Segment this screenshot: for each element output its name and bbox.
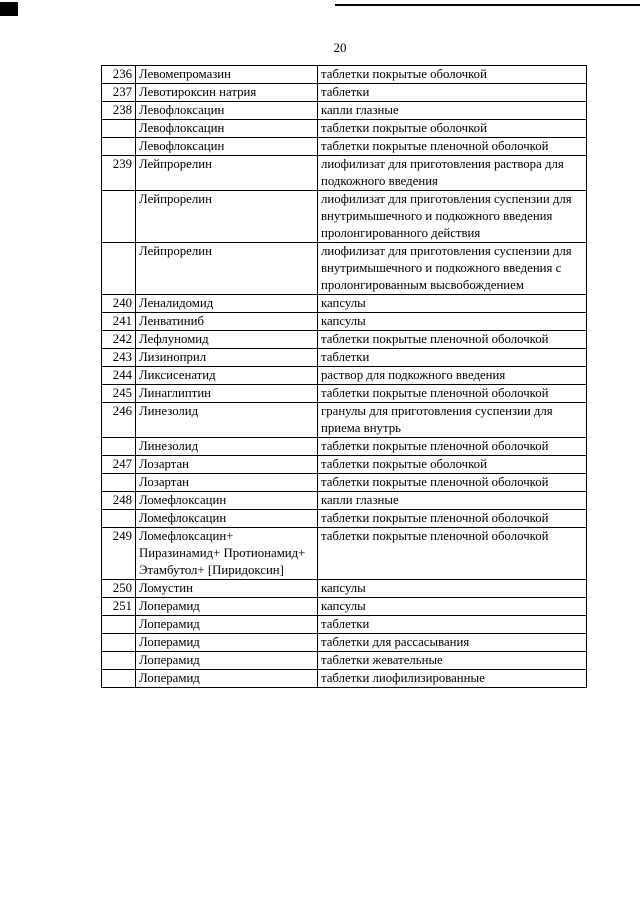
- drug-name: Лейпрорелин: [136, 243, 318, 295]
- row-number: [102, 510, 136, 528]
- row-number: [102, 191, 136, 243]
- table-row: [102, 634, 587, 652]
- dosage-form: таблетки покрытые оболочкой: [318, 456, 587, 474]
- drug-name: Линезолид: [136, 438, 318, 456]
- drug-name: Лоперамид: [136, 634, 318, 652]
- row-number: 245: [102, 385, 136, 403]
- drug-name: Лозартан: [136, 456, 318, 474]
- drug-name: Леналидомид: [136, 295, 318, 313]
- table-row: [102, 367, 587, 385]
- table-row: [102, 120, 587, 138]
- row-number: 242: [102, 331, 136, 349]
- table-row: [102, 510, 587, 528]
- row-number: 236: [102, 66, 136, 84]
- drug-name: Ликсисенатид: [136, 367, 318, 385]
- drug-name: Лоперамид: [136, 598, 318, 616]
- dosage-form: таблетки покрытые пленочной оболочкой: [318, 474, 587, 492]
- drug-table: [101, 65, 587, 688]
- dosage-form: таблетки жевательные: [318, 652, 587, 670]
- dosage-form: таблетки покрытые пленочной оболочкой: [318, 331, 587, 349]
- row-number: 248: [102, 492, 136, 510]
- dosage-form: таблетки покрытые пленочной оболочкой: [318, 528, 587, 580]
- dosage-form: капсулы: [318, 295, 587, 313]
- row-number: 246: [102, 403, 136, 438]
- table-row: [102, 102, 587, 120]
- dosage-form: капсулы: [318, 580, 587, 598]
- row-number: [102, 120, 136, 138]
- drug-name: Левофлоксацин: [136, 138, 318, 156]
- dosage-form: таблетки: [318, 84, 587, 102]
- drug-name: Лейпрорелин: [136, 191, 318, 243]
- table-row: [102, 403, 587, 438]
- dosage-form: гранулы для приготовления суспензии для приема внутрь: [318, 403, 587, 438]
- drug-name: Лозартан: [136, 474, 318, 492]
- drug-name: Ломустин: [136, 580, 318, 598]
- dosage-form: лиофилизат для приготовления суспензии для внутримышечного и подкожного введения с пролонгированным высвобождением: [318, 243, 587, 295]
- row-number: [102, 616, 136, 634]
- dosage-form: капли глазные: [318, 492, 587, 510]
- dosage-form: лиофилизат для приготовления суспензии для внутримышечного и подкожного введения пролонгированного действия: [318, 191, 587, 243]
- dosage-form: раствор для подкожного введения: [318, 367, 587, 385]
- dosage-form: таблетки покрытые пленочной оболочкой: [318, 510, 587, 528]
- table-row: [102, 138, 587, 156]
- dosage-form: таблетки покрытые пленочной оболочкой: [318, 138, 587, 156]
- table-row: [102, 528, 587, 580]
- table-row: [102, 313, 587, 331]
- table-row: [102, 438, 587, 456]
- table-row: [102, 191, 587, 243]
- row-number: 250: [102, 580, 136, 598]
- row-number: 241: [102, 313, 136, 331]
- scan-artifact: [0, 2, 18, 16]
- table-row: [102, 156, 587, 191]
- dosage-form: таблетки: [318, 616, 587, 634]
- table-row: [102, 670, 587, 688]
- table-row: [102, 66, 587, 84]
- dosage-form: лиофилизат для приготовления раствора для подкожного введения: [318, 156, 587, 191]
- dosage-form: таблетки покрытые пленочной оболочкой: [318, 385, 587, 403]
- dosage-form: таблетки: [318, 349, 587, 367]
- drug-name: Ломефлоксацин: [136, 492, 318, 510]
- table-row: [102, 385, 587, 403]
- table-row: [102, 598, 587, 616]
- scan-artifact-line: [335, 4, 640, 6]
- dosage-form: таблетки лиофилизированные: [318, 670, 587, 688]
- row-number: 251: [102, 598, 136, 616]
- table-row: [102, 474, 587, 492]
- table-row: [102, 616, 587, 634]
- row-number: 240: [102, 295, 136, 313]
- dosage-form: таблетки покрытые оболочкой: [318, 120, 587, 138]
- drug-name: Ленватиниб: [136, 313, 318, 331]
- row-number: 238: [102, 102, 136, 120]
- row-number: 237: [102, 84, 136, 102]
- row-number: [102, 243, 136, 295]
- row-number: [102, 634, 136, 652]
- drug-name: Левофлоксацин: [136, 102, 318, 120]
- table-row: [102, 652, 587, 670]
- drug-name: Линезолид: [136, 403, 318, 438]
- drug-name: Левотироксин натрия: [136, 84, 318, 102]
- table-row: [102, 456, 587, 474]
- drug-name: Ломефлоксацин+ Пиразинамид+ Протионамид+ Этамбутол+ [Пиридоксин]: [136, 528, 318, 580]
- drug-name: Лоперамид: [136, 670, 318, 688]
- row-number: [102, 138, 136, 156]
- table-row: [102, 84, 587, 102]
- row-number: 247: [102, 456, 136, 474]
- drug-name: Лоперамид: [136, 652, 318, 670]
- row-number: [102, 652, 136, 670]
- page-number: 20: [333, 40, 347, 55]
- drug-name: Лоперамид: [136, 616, 318, 634]
- row-number: [102, 474, 136, 492]
- drug-name: Лефлуномид: [136, 331, 318, 349]
- row-number: 244: [102, 367, 136, 385]
- table-row: [102, 243, 587, 295]
- row-number: 239: [102, 156, 136, 191]
- row-number: [102, 670, 136, 688]
- drug-name: Левофлоксацин: [136, 120, 318, 138]
- drug-name: Ломефлоксацин: [136, 510, 318, 528]
- row-number: 243: [102, 349, 136, 367]
- dosage-form: капсулы: [318, 598, 587, 616]
- dosage-form: капсулы: [318, 313, 587, 331]
- table-row: [102, 349, 587, 367]
- table-row: [102, 580, 587, 598]
- dosage-form: таблетки покрытые пленочной оболочкой: [318, 438, 587, 456]
- table-row: [102, 331, 587, 349]
- table-row: [102, 295, 587, 313]
- drug-name: Лизиноприл: [136, 349, 318, 367]
- drug-name: Левомепромазин: [136, 66, 318, 84]
- row-number: [102, 438, 136, 456]
- drug-name: Лейпрорелин: [136, 156, 318, 191]
- drug-name: Линаглиптин: [136, 385, 318, 403]
- table-row: [102, 492, 587, 510]
- dosage-form: таблетки для рассасывания: [318, 634, 587, 652]
- row-number: 249: [102, 528, 136, 580]
- dosage-form: таблетки покрытые оболочкой: [318, 66, 587, 84]
- dosage-form: капли глазные: [318, 102, 587, 120]
